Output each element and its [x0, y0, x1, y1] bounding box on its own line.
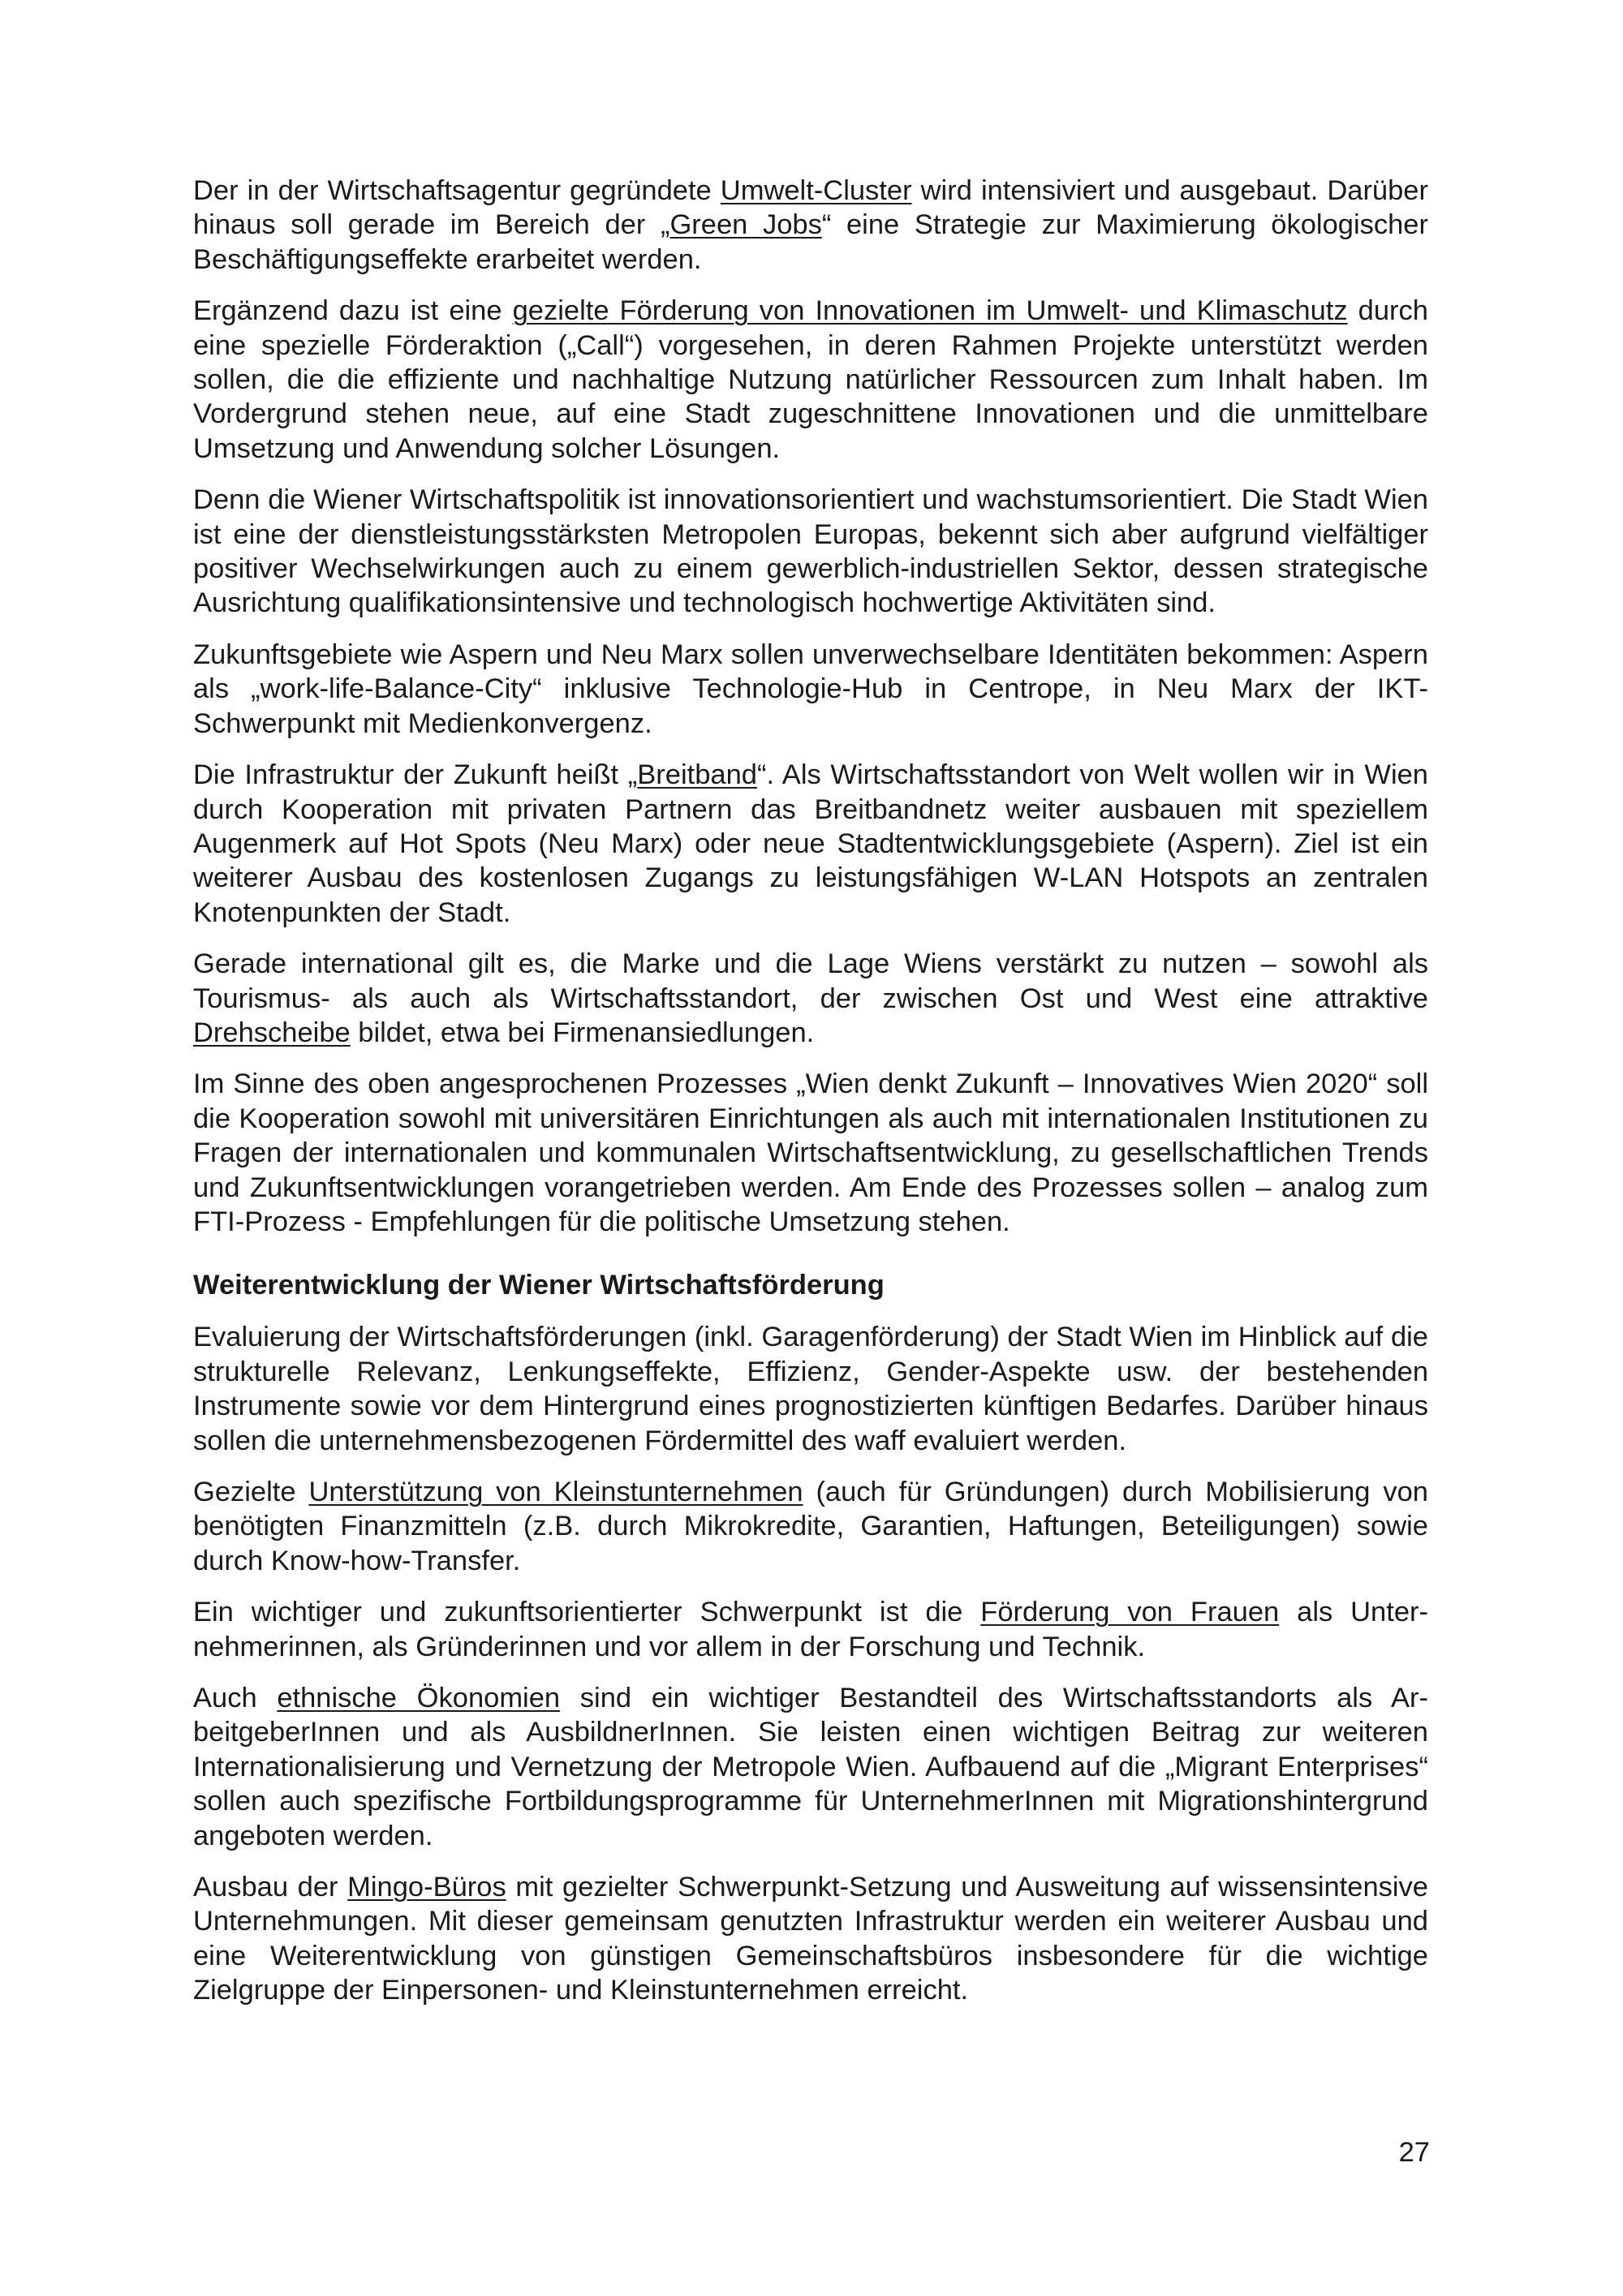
paragraphs-after-heading	[193, 1320, 1428, 2007]
paragraph-text: durch eine spezielle Förderaktion („Call“) vorgesehen, in deren Rahmen Projekte unterstützt werden sollen, die die effiziente und nachhaltige Nutzung natürlicher Ressourcen zum Inhalt haben. Im Vordergrund stehen neue, auf eine Stadt zugeschnittene Innovationen und die unmittelbare Umsetzung und Anwendung solcher Lösungen.	[193, 295, 1428, 464]
underlined-term: Unterstützung von Kleinstunternehmen	[308, 1477, 803, 1507]
paragraph	[193, 1870, 1428, 2008]
paragraph	[193, 294, 1428, 466]
paragraph-text: Im Sinne des oben angesprochenen Prozesses „Wien denkt Zukunft – Innovatives Wien 2020“ soll die Kooperation sowohl mit universitären Einrichtungen als auch mit internationalen Institutionen zu Fragen der internationalen und kommunalen Wirtschaftsentwicklung, zu gesellschaftlichen Trends und Zukunftsentwicklungen vorangetrieben werden. Am Ende des Prozesses sollen – analog zum FTI-Prozess - Empfehlungen für die politische Umsetzung stehen.	[193, 1068, 1428, 1237]
paragraph	[193, 947, 1428, 1050]
paragraph-text: Evaluierung der Wirtschaftsförderungen (inkl. Garagenförderung) der Stadt Wien im Hinblick auf die strukturelle Relevanz, Lenkungseffekte, Effizienz, Gender-Aspekte usw. der bestehenden Instrumente sowie vor dem Hintergrund eines prognostizierten künftigen Bedarfes. Darüber hinaus sollen die unternehmensbezogenen Fördermittel des waff evaluiert werden.	[193, 1322, 1428, 1456]
paragraph-text: Ausbau der	[193, 1872, 348, 1903]
paragraph	[193, 1320, 1428, 1458]
underlined-term: Breitband	[637, 759, 757, 791]
paragraph-text: “ eine Strategie zur Maximierung ökologischer Beschäftigungseffekte erarbeitet werden.	[193, 209, 1428, 275]
paragraph-text: Gerade international gilt es, die Marke und die Lage Wiens verstärkt zu nutzen – sowohl als Tourismus- als auch als Wirtschaftsstandort, der zwischen Ost und West eine attraktive	[193, 948, 1428, 1014]
underlined-term: Green Jobs	[669, 209, 822, 241]
paragraph	[193, 174, 1428, 277]
underlined-term: Förderung von Frauen	[980, 1597, 1280, 1628]
paragraph-text: Auch	[193, 1683, 278, 1714]
underlined-term: Mingo-Büros	[347, 1872, 506, 1903]
paragraph	[193, 1681, 1428, 1853]
paragraph	[193, 1067, 1428, 1239]
paragraph-text: sind ein wichtiger Bestandteil des Wirtschaftsstandorts als ArbeitgeberInnen und als AusbildnerInnen. Sie leisten einen wichtigen Beitrag zur weiteren Internationalisierung und Vernetzung der Metropole Wien. Aufbauend auf die „Migrant Enterprises“ sollen auch spezifische Fortbildungsprogramme für UnternehmerInnen mit Migrationshintergrund angeboten werden.	[193, 1683, 1428, 1851]
paragraph-text: Gezielte	[193, 1477, 309, 1507]
underlined-term: gezielte Förderung von Innovationen im Umwelt- und Klimaschutz	[512, 295, 1348, 327]
paragraph-text: Ergänzend dazu ist eine	[193, 295, 513, 327]
paragraph	[193, 1475, 1428, 1578]
paragraph-text: Der in der Wirtschaftsagentur gegründete	[193, 175, 721, 206]
paragraph-text: Denn die Wiener Wirtschaftspolitik ist innovationsorientiert und wachstumsorientiert. Die Stadt Wien ist eine der dienstleistungsstärksten Metropolen Europas, bekennt sich aber aufgrund vielfältiger positiver Wechselwirkungen auch zu einem gewerblich-industriellen Sektor, dessen strategische Ausrichtung qualifikationsintensive und technologisch hochwertige Aktivitäten sind.	[193, 484, 1428, 619]
paragraph-text: Die Infrastruktur der Zukunft heißt „	[193, 759, 638, 791]
paragraph	[193, 483, 1428, 621]
underlined-term: Drehscheibe	[193, 1017, 351, 1048]
paragraph-text: Zukunftsgebiete wie Aspern und Neu Marx sollen unverwechselbare Identitäten bekommen: Aspern als „work-life-Balance-City“ inklusive Technologie-Hub in Centrope, in Neu Marx der IKT-Schwerpunkt mit Medienkonvergenz.	[193, 638, 1428, 739]
page-number: 27	[1398, 2137, 1430, 2168]
paragraph	[193, 758, 1428, 930]
paragraph-text: bildet, etwa bei Firmenansiedlungen.	[350, 1017, 815, 1048]
paragraph-text: wird intensiviert und ausgebaut. Darüber hinaus soll gerade im Bereich der „	[193, 175, 1428, 241]
paragraph-text: (auch für Gründungen) durch Mobilisierung von benötigten Finanzmitteln (z.B. durch Mikrokredite, Garantien, Haftungen, Beteiligungen) sowie durch Know-how-Transfer.	[193, 1477, 1428, 1576]
paragraph-text: mit gezielter Schwerpunkt-Setzung und Ausweitung auf wissensintensive Unternehmungen. Mit dieser gemeinsam genutzten Infrastruktur werden ein weiterer Ausbau und eine Weiterentwicklung von günstigen Gemeinschaftsbüros insbesondere für die wichtige Zielgruppe der Einpersonen- und Kleinstunternehmen erreicht.	[193, 1872, 1428, 2006]
paragraph	[193, 638, 1428, 741]
section-heading: Weiterentwicklung der Wiener Wirtschaftsförderung	[193, 1270, 885, 1301]
paragraphs-before-heading	[193, 174, 1428, 1239]
paragraph	[193, 1595, 1428, 1664]
paragraph-text: als Unternehmerinnen, als Gründerinnen und vor allem in der Forschung und Technik.	[193, 1597, 1428, 1662]
paragraph-text: “. Als Wirtschaftsstandort von Welt wollen wir in Wien durch Kooperation mit privaten Partnern das Breitbandnetz weiter ausbauen mit speziellem Augenmerk auf Hot Spots (Neu Marx) oder neue Stadtentwicklungsgebiete (Aspern). Ziel ist ein weiterer Ausbau des kostenlosen Zugangs zu leistungsfähigen W-LAN Hotspots an zentralen Knotenpunkten der Stadt.	[193, 759, 1428, 928]
paragraph-text: Ein wichtiger und zukunftsorientierter Schwerpunkt ist die	[193, 1597, 981, 1628]
underlined-term: ethnische Ökonomien	[277, 1683, 561, 1714]
underlined-term: Umwelt-Cluster	[720, 175, 912, 206]
page-body	[193, 174, 1428, 2025]
